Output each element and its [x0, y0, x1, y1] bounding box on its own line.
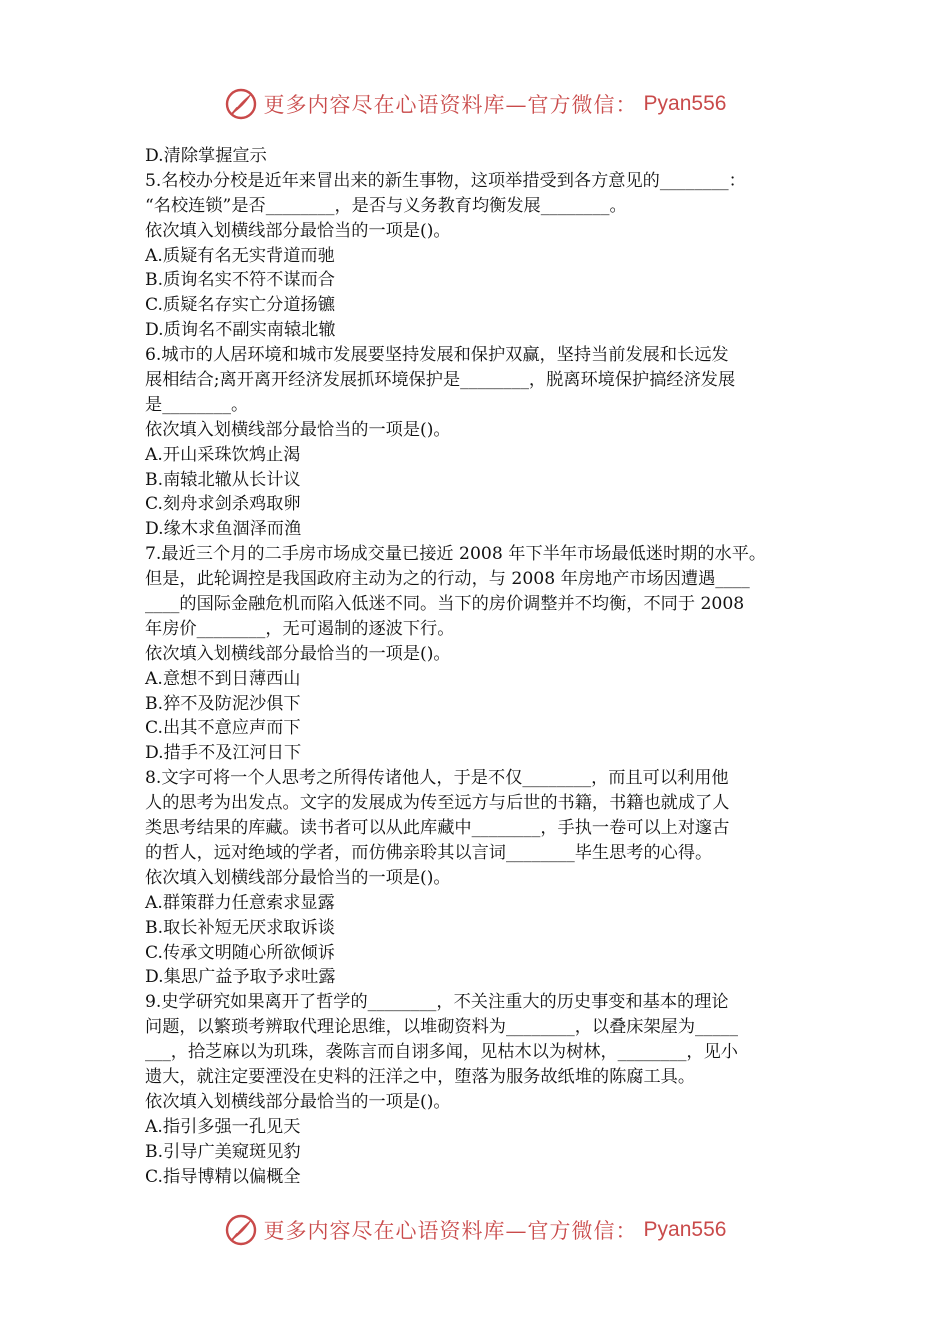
text-line: 展相结合;离开离开经济发展抓环境保护是________，脱离环境保护搞经济发展 — [145, 370, 736, 391]
text-line: 但是，此轮调控是我国政府主动为之的行动，与 2008 年房地产市场因遭遇____ — [145, 569, 750, 590]
text-line: B.取长补短无厌求取诉谈 — [145, 917, 335, 938]
banner-wechat-id: Pyan556 — [643, 1218, 727, 1241]
text-line: 依次填入划横线部分最恰当的一项是()。 — [145, 867, 451, 888]
text-line: A.指引多强一孔见天 — [145, 1116, 301, 1137]
banner-text: 更多内容尽在心语资料库—官方微信： — [263, 1219, 638, 1243]
text-line: A.群策群力任意索求显露 — [145, 892, 335, 913]
text-line: C.刻舟求剑杀鸡取卵 — [145, 494, 301, 515]
document-body — [145, 144, 815, 1189]
text-line: D.集思广益予取予求吐露 — [145, 967, 336, 988]
text-line: 6.城市的人居环境和城市发展要坚持发展和保护双赢，坚持当前发展和长远发 — [145, 345, 729, 366]
text-line: 9.史学研究如果离开了哲学的________，不关注重大的历史事变和基本的理论 — [145, 992, 729, 1013]
banner-wechat-id: Pyan556 — [643, 92, 727, 115]
text-line: 依次填入划横线部分最恰当的一项是()。 — [145, 220, 451, 241]
text-line: 人的思考为出发点。文字的发展成为传至远方与后世的书籍，书籍也就成了人 — [145, 793, 730, 814]
text-line: D.清除掌握宣示 — [145, 146, 267, 166]
text-line: B.猝不及防泥沙俱下 — [145, 693, 301, 714]
text-line: 8.文字可将一个人思考之所得传诸他人，于是不仅________，而且可以利用他 — [145, 768, 729, 789]
text-line: C.出其不意应声而下 — [145, 718, 301, 739]
text-line: C.指导博精以偏概全 — [145, 1166, 301, 1187]
text-line: 遗大，就注定要湮没在史料的汪洋之中，堕落为服务故纸堆的陈腐工具。 — [145, 1066, 696, 1087]
text-line: 类思考结果的库藏。读书者可以从此库藏中________，手执一卷可以上对邃古 — [145, 818, 730, 839]
text-line: C.传承文明随心所欲倾诉 — [145, 942, 335, 963]
text-line: 7.最近三个月的二手房市场成交量已接近 2008 年下半年市场最低迷时期的水平。 — [145, 544, 767, 565]
text-line: D.措手不及江河日下 — [145, 743, 302, 764]
footer-watermark-banner — [0, 1210, 950, 1250]
text-line: 5.名校办分校是近年来冒出来的新生事物，这项举措受到各方意见的________： — [145, 170, 746, 191]
text-line: 依次填入划横线部分最恰当的一项是()。 — [145, 643, 451, 664]
text-line: 问题，以繁琐考辨取代理论思维，以堆砌资料为________，以叠床架屋为_____ — [145, 1017, 738, 1038]
text-line: A.质疑有名无实背道而驰 — [145, 245, 335, 266]
text-line: ___，拾芝麻以为玑珠，袭陈言而自诩多闻，见枯木以为树林，________，见小 — [145, 1042, 738, 1063]
text-line: C.质疑名存实亡分道扬镳 — [145, 295, 335, 316]
text-line: 依次填入划横线部分最恰当的一项是()。 — [145, 1091, 451, 1112]
text-line: B.引导广美窥斑见豹 — [145, 1141, 301, 1162]
text-line: D.质询名不副实南辕北辙 — [145, 320, 336, 341]
text-line: 的哲人，远对绝域的学者，而仿佛亲聆其以言词________毕生思考的心得。 — [145, 842, 713, 863]
text-line: D.缘木求鱼涸泽而渔 — [145, 519, 302, 540]
text-line: A.意想不到日薄西山 — [145, 668, 301, 689]
text-line: 依次填入划横线部分最恰当的一项是()。 — [145, 419, 451, 440]
header-watermark-banner — [0, 84, 950, 124]
text-line: 年房价________，无可遏制的逐波下行。 — [145, 618, 455, 639]
text-line: A.开山采珠饮鸩止渴 — [145, 444, 301, 465]
text-line: B.质询名实不符不谋而合 — [145, 270, 335, 291]
text-line: ____的国际金融危机而陷入低迷不同。当下的房价调整并不均衡，不同于 2008 — [145, 594, 745, 615]
banner-text: 更多内容尽在心语资料库—官方微信： — [263, 93, 638, 117]
text-line: B.南辕北辙从长计议 — [145, 469, 301, 490]
quill-logo-icon — [224, 1213, 258, 1247]
quill-logo-icon — [224, 87, 258, 121]
text-line: “名校连锁”是否________，是否与义务教育均衡发展________。 — [145, 195, 627, 216]
text-line: 是________。 — [145, 394, 249, 415]
